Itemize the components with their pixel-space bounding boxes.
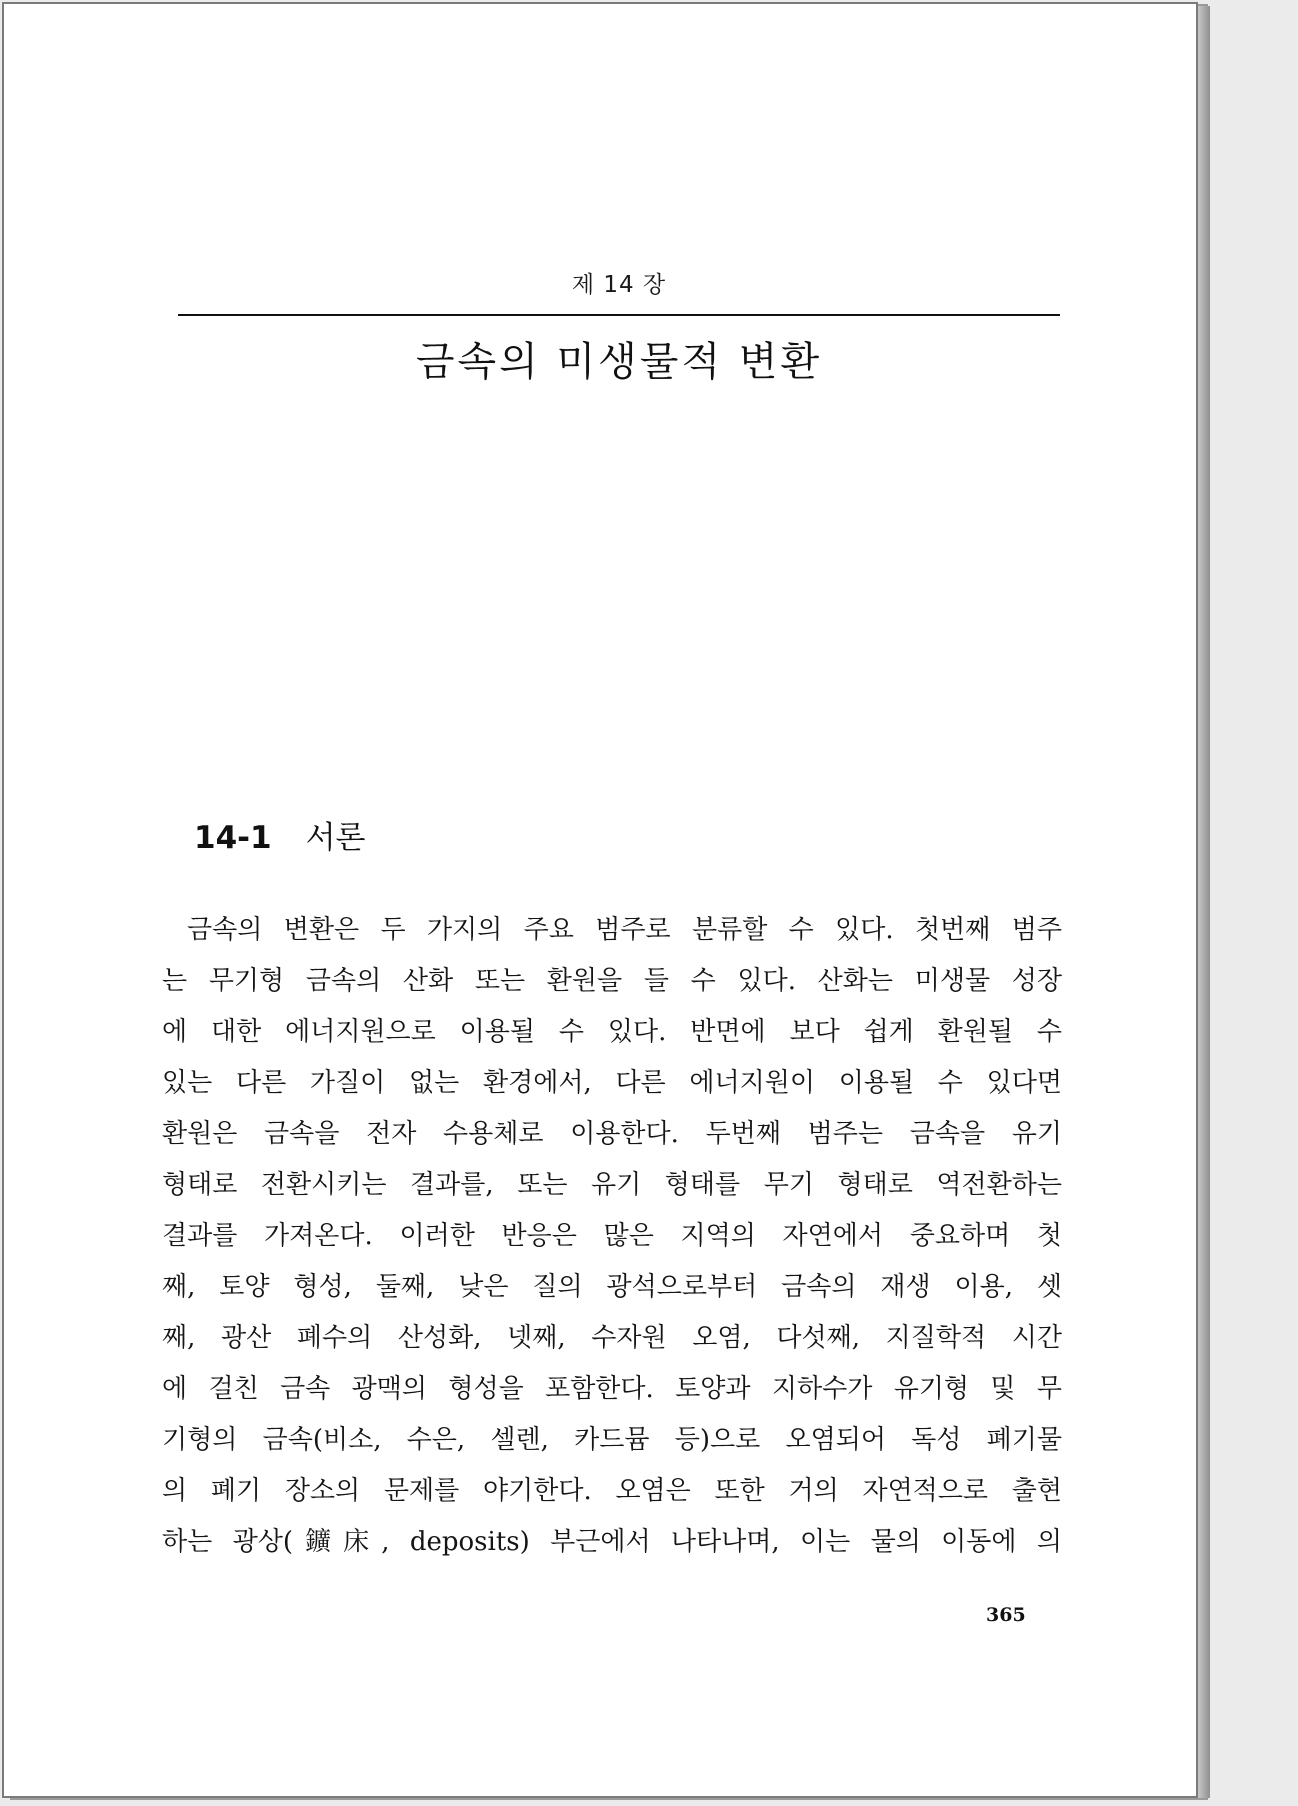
- body-line: 째, 광산 폐수의 산성화, 넷째, 수자원 오염, 다섯째, 지질학적 시간: [162, 1323, 1062, 1353]
- body-line: 하는 광상(鑛床, deposits) 부근에서 나타나며, 이는 물의 이동에 의: [162, 1527, 1062, 1557]
- body-line: 결과를 가져온다. 이러한 반응은 많은 지역의 자연에서 중요하며 첫: [162, 1221, 1062, 1251]
- body-line: 있는 다른 가질이 없는 환경에서, 다른 에너지원이 이용될 수 있다면: [162, 1068, 1062, 1098]
- document-page: [2, 2, 1198, 1798]
- chapter-title: 금속의 미생물적 변환: [415, 339, 823, 385]
- body-line: 는 무기형 금속의 산화 또는 환원을 들 수 있다. 산화는 미생물 성장: [162, 966, 1062, 996]
- chapter-divider: [178, 314, 1060, 316]
- page-number: 365: [986, 1604, 1026, 1626]
- section-title: 서론: [305, 820, 366, 856]
- body-line: 에 걸친 금속 광맥의 형성을 포함한다. 토양과 지하수가 유기형 및 무: [162, 1374, 1062, 1404]
- body-line: 금속의 변환은 두 가지의 주요 범주로 분류할 수 있다. 첫번째 범주: [187, 915, 1062, 945]
- body-line: 기형의 금속(비소, 수은, 셀렌, 카드뮴 등)으로 오염되어 독성 폐기물: [162, 1425, 1062, 1455]
- body-line: 형태로 전환시키는 결과를, 또는 유기 형태를 무기 형태로 역전환하는: [162, 1170, 1062, 1200]
- body-line: 째, 토양 형성, 둘째, 낮은 질의 광석으로부터 금속의 재생 이용, 셋: [162, 1272, 1062, 1302]
- body-line: 환원은 금속을 전자 수용체로 이용한다. 두번째 범주는 금속을 유기: [162, 1119, 1062, 1149]
- section-heading: [194, 812, 365, 857]
- chapter-label: 제 14 장: [571, 272, 667, 298]
- body-paragraph: [162, 905, 1062, 1568]
- body-line: 에 대한 에너지원으로 이용될 수 있다. 반면에 보다 쉽게 환원될 수: [162, 1017, 1062, 1047]
- section-number: 14-1: [194, 820, 272, 856]
- body-line: 의 폐기 장소의 문제를 야기한다. 오염은 또한 거의 자연적으로 출현: [162, 1476, 1062, 1506]
